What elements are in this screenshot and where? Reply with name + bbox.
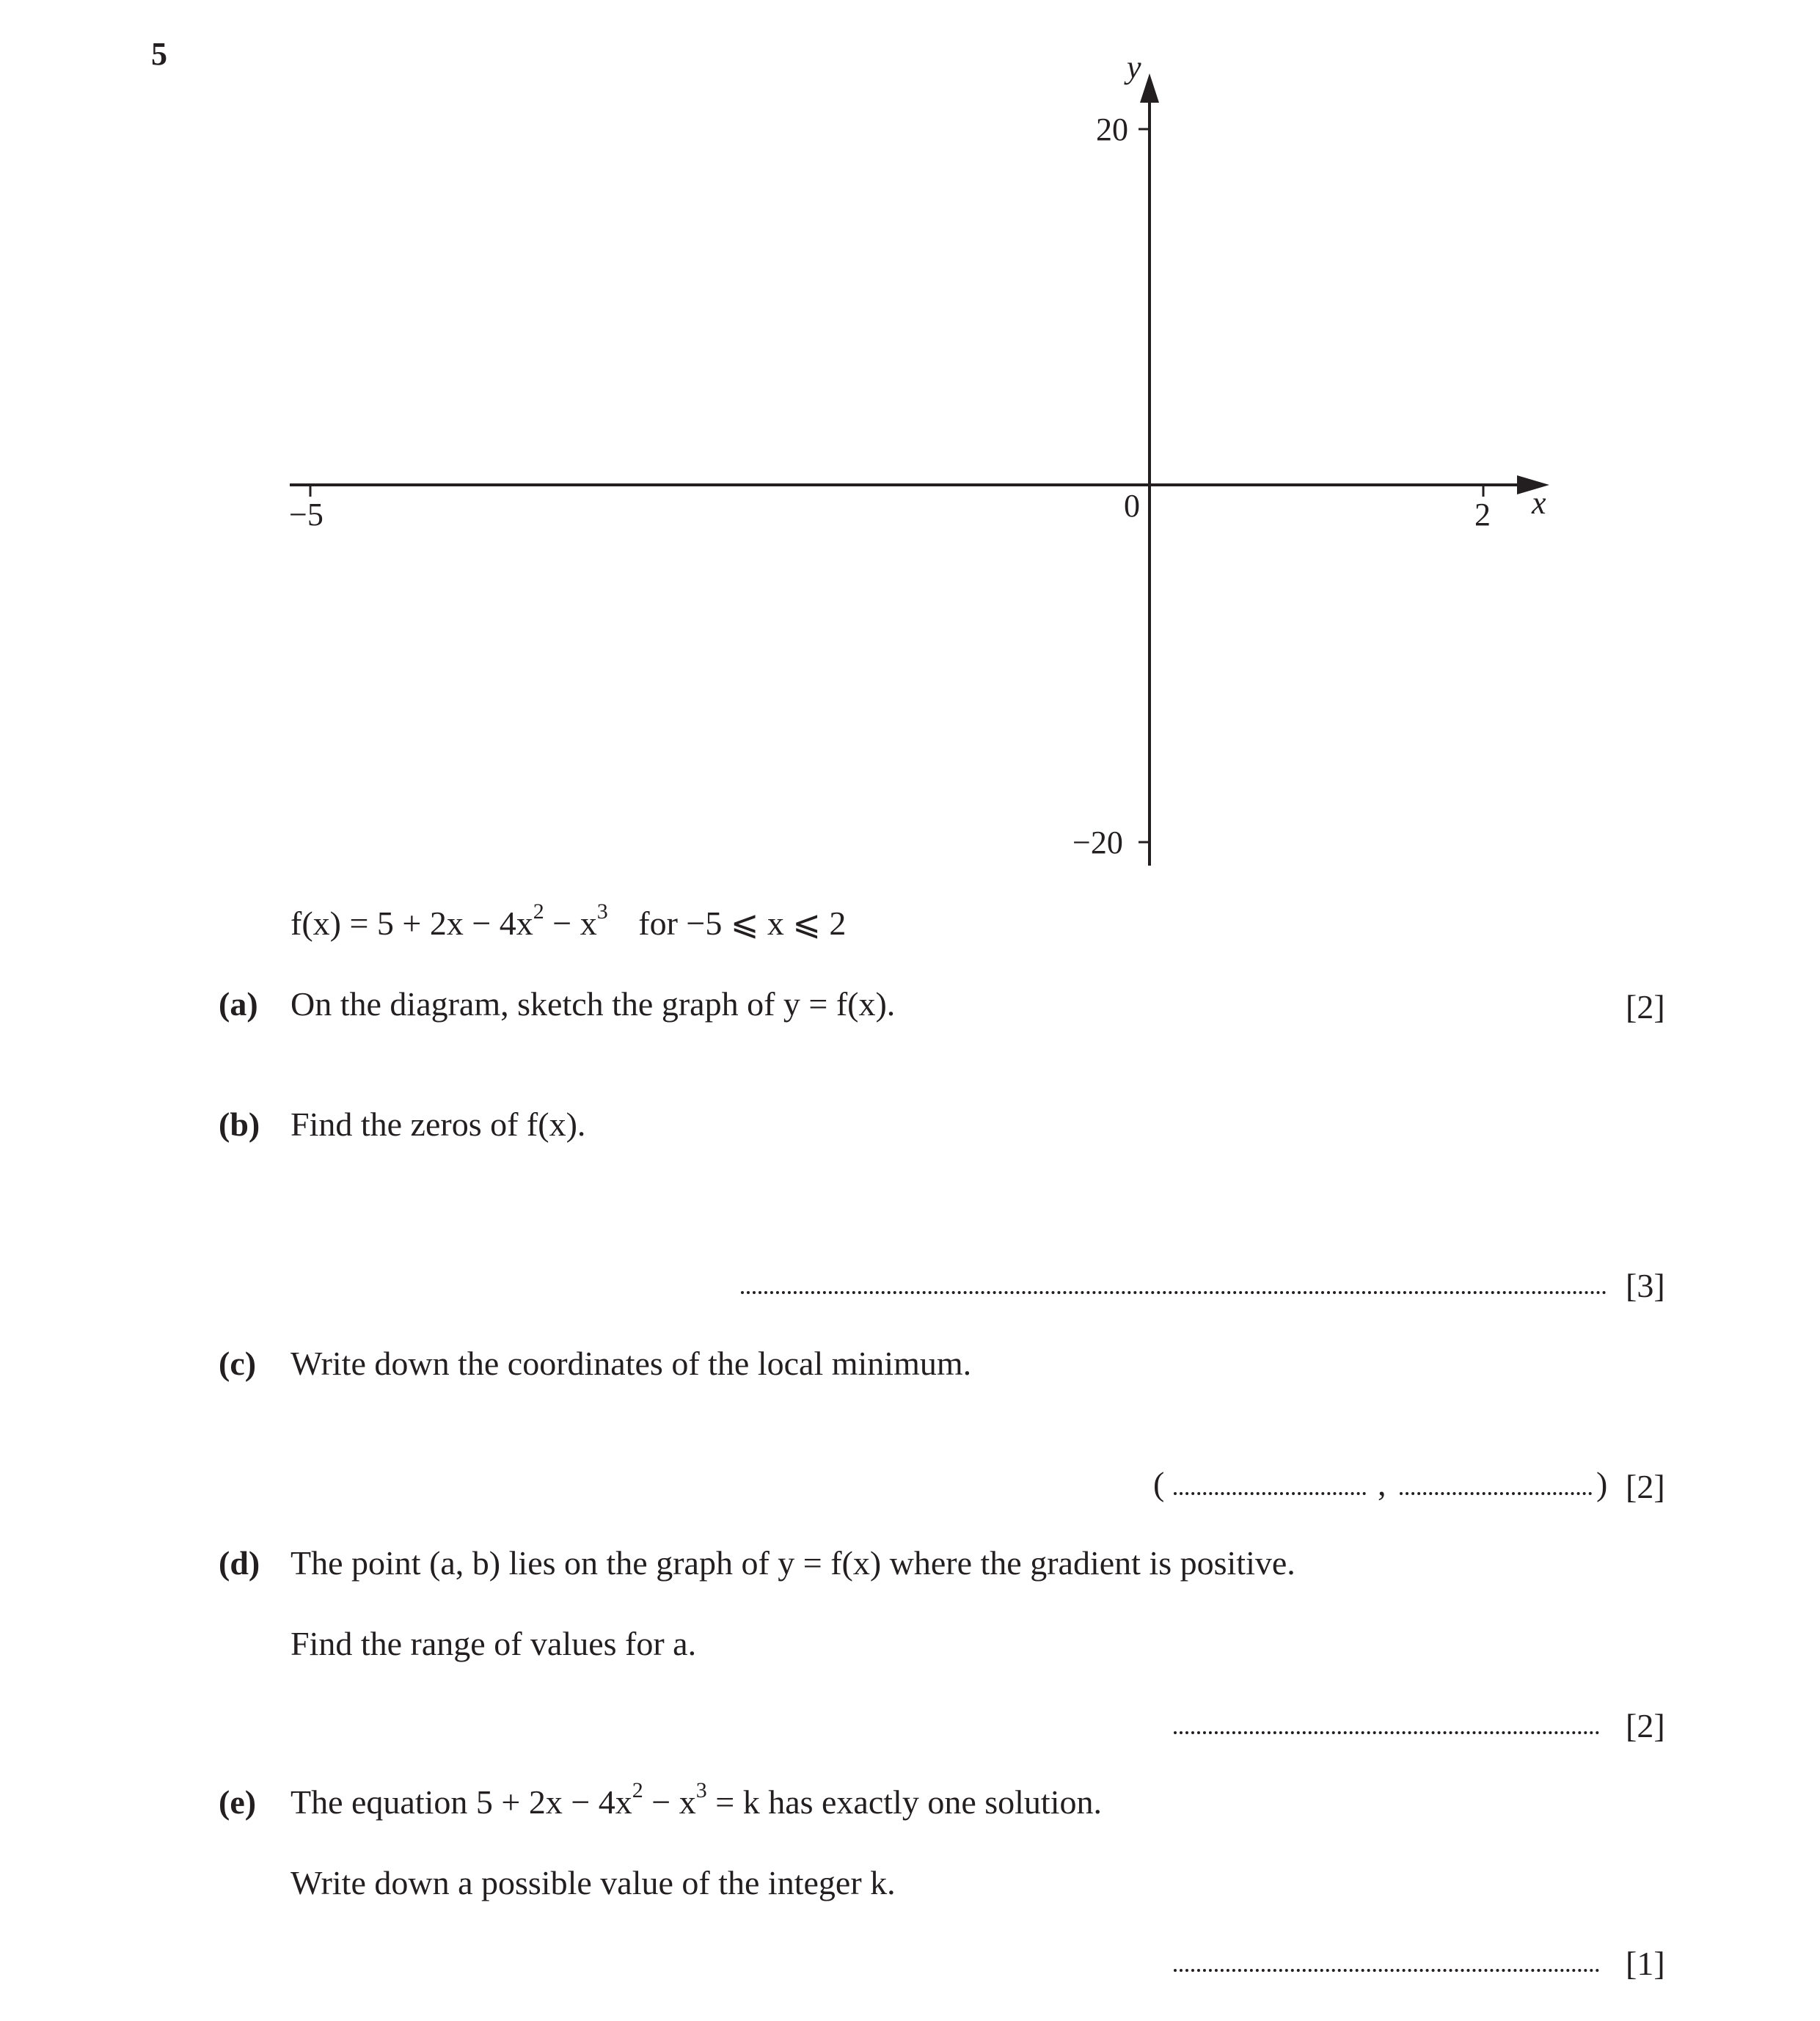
part-c-x-answer-line[interactable] xyxy=(1174,1486,1366,1495)
question-number: 5 xyxy=(151,36,167,72)
origin-label: 0 xyxy=(1124,488,1140,524)
part-b-answer-line[interactable] xyxy=(741,1285,1607,1294)
part-e-text-post: = k has exactly one solution. xyxy=(706,1783,1102,1821)
function-domain: for −5 ⩽ x ⩽ 2 xyxy=(638,904,847,942)
part-e-text-pre: The equation 5 + 2x − 4x xyxy=(290,1783,632,1821)
part-c-y-answer-line[interactable] xyxy=(1400,1486,1592,1495)
x-axis-label: x xyxy=(1532,485,1546,521)
part-d-answer-line[interactable] xyxy=(1174,1725,1599,1734)
x-tick-label-neg5: −5 xyxy=(289,497,324,533)
part-e-exp-2: 2 xyxy=(632,1778,643,1802)
part-a-label: (a) xyxy=(219,985,258,1023)
part-e-text-mid: − x xyxy=(643,1783,696,1821)
part-a-marks: [2] xyxy=(1626,988,1665,1026)
function-lhs: f(x) = 5 + 2x − 4x xyxy=(290,904,533,942)
part-c-marks: [2] xyxy=(1626,1468,1665,1505)
y-tick-label-20: 20 xyxy=(1096,112,1128,147)
part-e-text-2: Write down a possible value of the integer k. xyxy=(290,1864,896,1901)
function-definition xyxy=(290,899,847,942)
part-e-marks: [1] xyxy=(1626,1945,1665,1982)
function-mid: − x xyxy=(544,904,597,942)
part-c-label: (c) xyxy=(219,1345,257,1382)
x-tick-label-2: 2 xyxy=(1474,497,1491,533)
part-d-text: The point (a, b) lies on the graph of y = f(x) where the gradient is positive. xyxy=(290,1544,1295,1582)
part-e-text xyxy=(290,1778,1102,1821)
part-d-label: (d) xyxy=(219,1544,260,1582)
part-c-text: Write down the coordinates of the local minimum. xyxy=(290,1345,972,1382)
part-c-separator: , xyxy=(1378,1465,1386,1502)
part-e-exp-3: 3 xyxy=(695,1778,707,1802)
y-axis-label: y xyxy=(1127,49,1141,85)
part-b-text: Find the zeros of f(x). xyxy=(290,1105,586,1143)
part-a-text: On the diagram, sketch the graph of y = f(x). xyxy=(290,985,896,1023)
part-c-close-paren: ) xyxy=(1596,1465,1608,1502)
function-exp-2: 2 xyxy=(533,899,544,924)
part-e-answer-line[interactable] xyxy=(1174,1963,1599,1972)
part-d-text-2: Find the range of values for a. xyxy=(290,1625,697,1662)
y-tick-label-neg20: −20 xyxy=(1072,825,1123,860)
axes-diagram[interactable] xyxy=(0,0,1820,880)
y-axis-arrow xyxy=(1140,73,1159,103)
part-d-marks: [2] xyxy=(1626,1707,1665,1744)
part-b-marks: [3] xyxy=(1626,1267,1665,1304)
part-b-label: (b) xyxy=(219,1105,260,1143)
part-c-open-paren: ( xyxy=(1153,1465,1165,1502)
part-e-label: (e) xyxy=(219,1783,257,1821)
function-exp-3: 3 xyxy=(596,899,608,924)
